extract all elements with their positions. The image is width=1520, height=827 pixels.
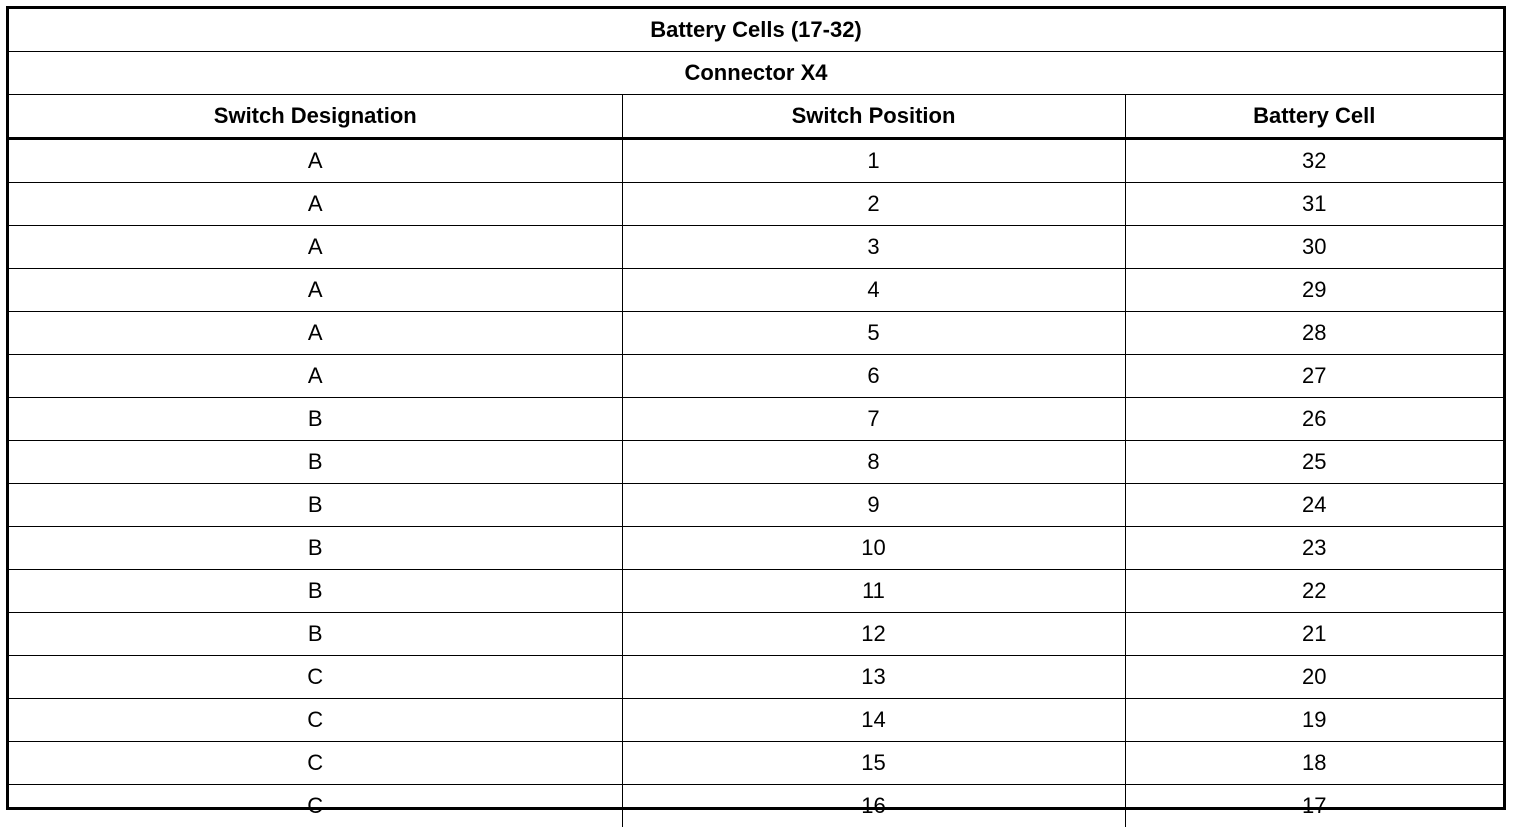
battery-cell-cell: 18 bbox=[1125, 742, 1503, 785]
switch-position-cell: 9 bbox=[622, 484, 1125, 527]
table-row bbox=[9, 656, 1503, 699]
table-row bbox=[9, 613, 1503, 656]
battery-cells-table bbox=[9, 9, 1503, 827]
switch-position-cell: 3 bbox=[622, 226, 1125, 269]
table-subtitle: Connector X4 bbox=[9, 52, 1503, 95]
table-row bbox=[9, 742, 1503, 785]
switch-designation-cell: C bbox=[9, 699, 622, 742]
battery-cell-cell: 22 bbox=[1125, 570, 1503, 613]
battery-cell-cell: 25 bbox=[1125, 441, 1503, 484]
battery-cell-cell: 20 bbox=[1125, 656, 1503, 699]
switch-position-cell: 16 bbox=[622, 785, 1125, 827]
battery-cell-cell: 30 bbox=[1125, 226, 1503, 269]
switch-designation-cell: A bbox=[9, 312, 622, 355]
table-row bbox=[9, 269, 1503, 312]
switch-designation-cell: A bbox=[9, 139, 622, 183]
battery-cell-cell: 21 bbox=[1125, 613, 1503, 656]
table-body bbox=[9, 139, 1503, 827]
switch-position-cell: 13 bbox=[622, 656, 1125, 699]
switch-designation-cell: A bbox=[9, 226, 622, 269]
switch-designation-cell: A bbox=[9, 355, 622, 398]
battery-cell-cell: 26 bbox=[1125, 398, 1503, 441]
table-row bbox=[9, 398, 1503, 441]
table-row bbox=[9, 441, 1503, 484]
battery-cell-cell: 19 bbox=[1125, 699, 1503, 742]
switch-designation-cell: A bbox=[9, 269, 622, 312]
switch-position-cell: 2 bbox=[622, 183, 1125, 226]
table-row bbox=[9, 527, 1503, 570]
battery-cell-cell: 29 bbox=[1125, 269, 1503, 312]
switch-position-cell: 6 bbox=[622, 355, 1125, 398]
switch-designation-cell: C bbox=[9, 656, 622, 699]
table-header-row bbox=[9, 95, 1503, 139]
switch-designation-cell: B bbox=[9, 484, 622, 527]
table-row bbox=[9, 139, 1503, 183]
battery-cell-cell: 24 bbox=[1125, 484, 1503, 527]
battery-cell-cell: 17 bbox=[1125, 785, 1503, 827]
switch-position-cell: 11 bbox=[622, 570, 1125, 613]
switch-designation-cell: B bbox=[9, 441, 622, 484]
column-header-battery-cell: Battery Cell bbox=[1125, 95, 1503, 139]
table-row bbox=[9, 570, 1503, 613]
column-header-switch-designation: Switch Designation bbox=[9, 95, 622, 139]
table-row bbox=[9, 226, 1503, 269]
table-row bbox=[9, 183, 1503, 226]
battery-cell-cell: 31 bbox=[1125, 183, 1503, 226]
table-row bbox=[9, 312, 1503, 355]
battery-cells-table-container bbox=[6, 6, 1506, 810]
table-row bbox=[9, 699, 1503, 742]
table-title: Battery Cells (17-32) bbox=[9, 9, 1503, 52]
table-row bbox=[9, 355, 1503, 398]
switch-position-cell: 5 bbox=[622, 312, 1125, 355]
battery-cell-cell: 28 bbox=[1125, 312, 1503, 355]
switch-position-cell: 10 bbox=[622, 527, 1125, 570]
table-row bbox=[9, 785, 1503, 827]
switch-designation-cell: A bbox=[9, 183, 622, 226]
switch-position-cell: 12 bbox=[622, 613, 1125, 656]
switch-position-cell: 15 bbox=[622, 742, 1125, 785]
switch-designation-cell: B bbox=[9, 527, 622, 570]
battery-cell-cell: 23 bbox=[1125, 527, 1503, 570]
switch-designation-cell: C bbox=[9, 742, 622, 785]
switch-designation-cell: C bbox=[9, 785, 622, 827]
switch-designation-cell: B bbox=[9, 570, 622, 613]
table-title-row bbox=[9, 9, 1503, 52]
table-row bbox=[9, 484, 1503, 527]
table-subtitle-row bbox=[9, 52, 1503, 95]
battery-cell-cell: 27 bbox=[1125, 355, 1503, 398]
switch-position-cell: 1 bbox=[622, 139, 1125, 183]
battery-cell-cell: 32 bbox=[1125, 139, 1503, 183]
switch-position-cell: 8 bbox=[622, 441, 1125, 484]
switch-designation-cell: B bbox=[9, 613, 622, 656]
switch-position-cell: 7 bbox=[622, 398, 1125, 441]
switch-position-cell: 4 bbox=[622, 269, 1125, 312]
column-header-switch-position: Switch Position bbox=[622, 95, 1125, 139]
switch-position-cell: 14 bbox=[622, 699, 1125, 742]
switch-designation-cell: B bbox=[9, 398, 622, 441]
